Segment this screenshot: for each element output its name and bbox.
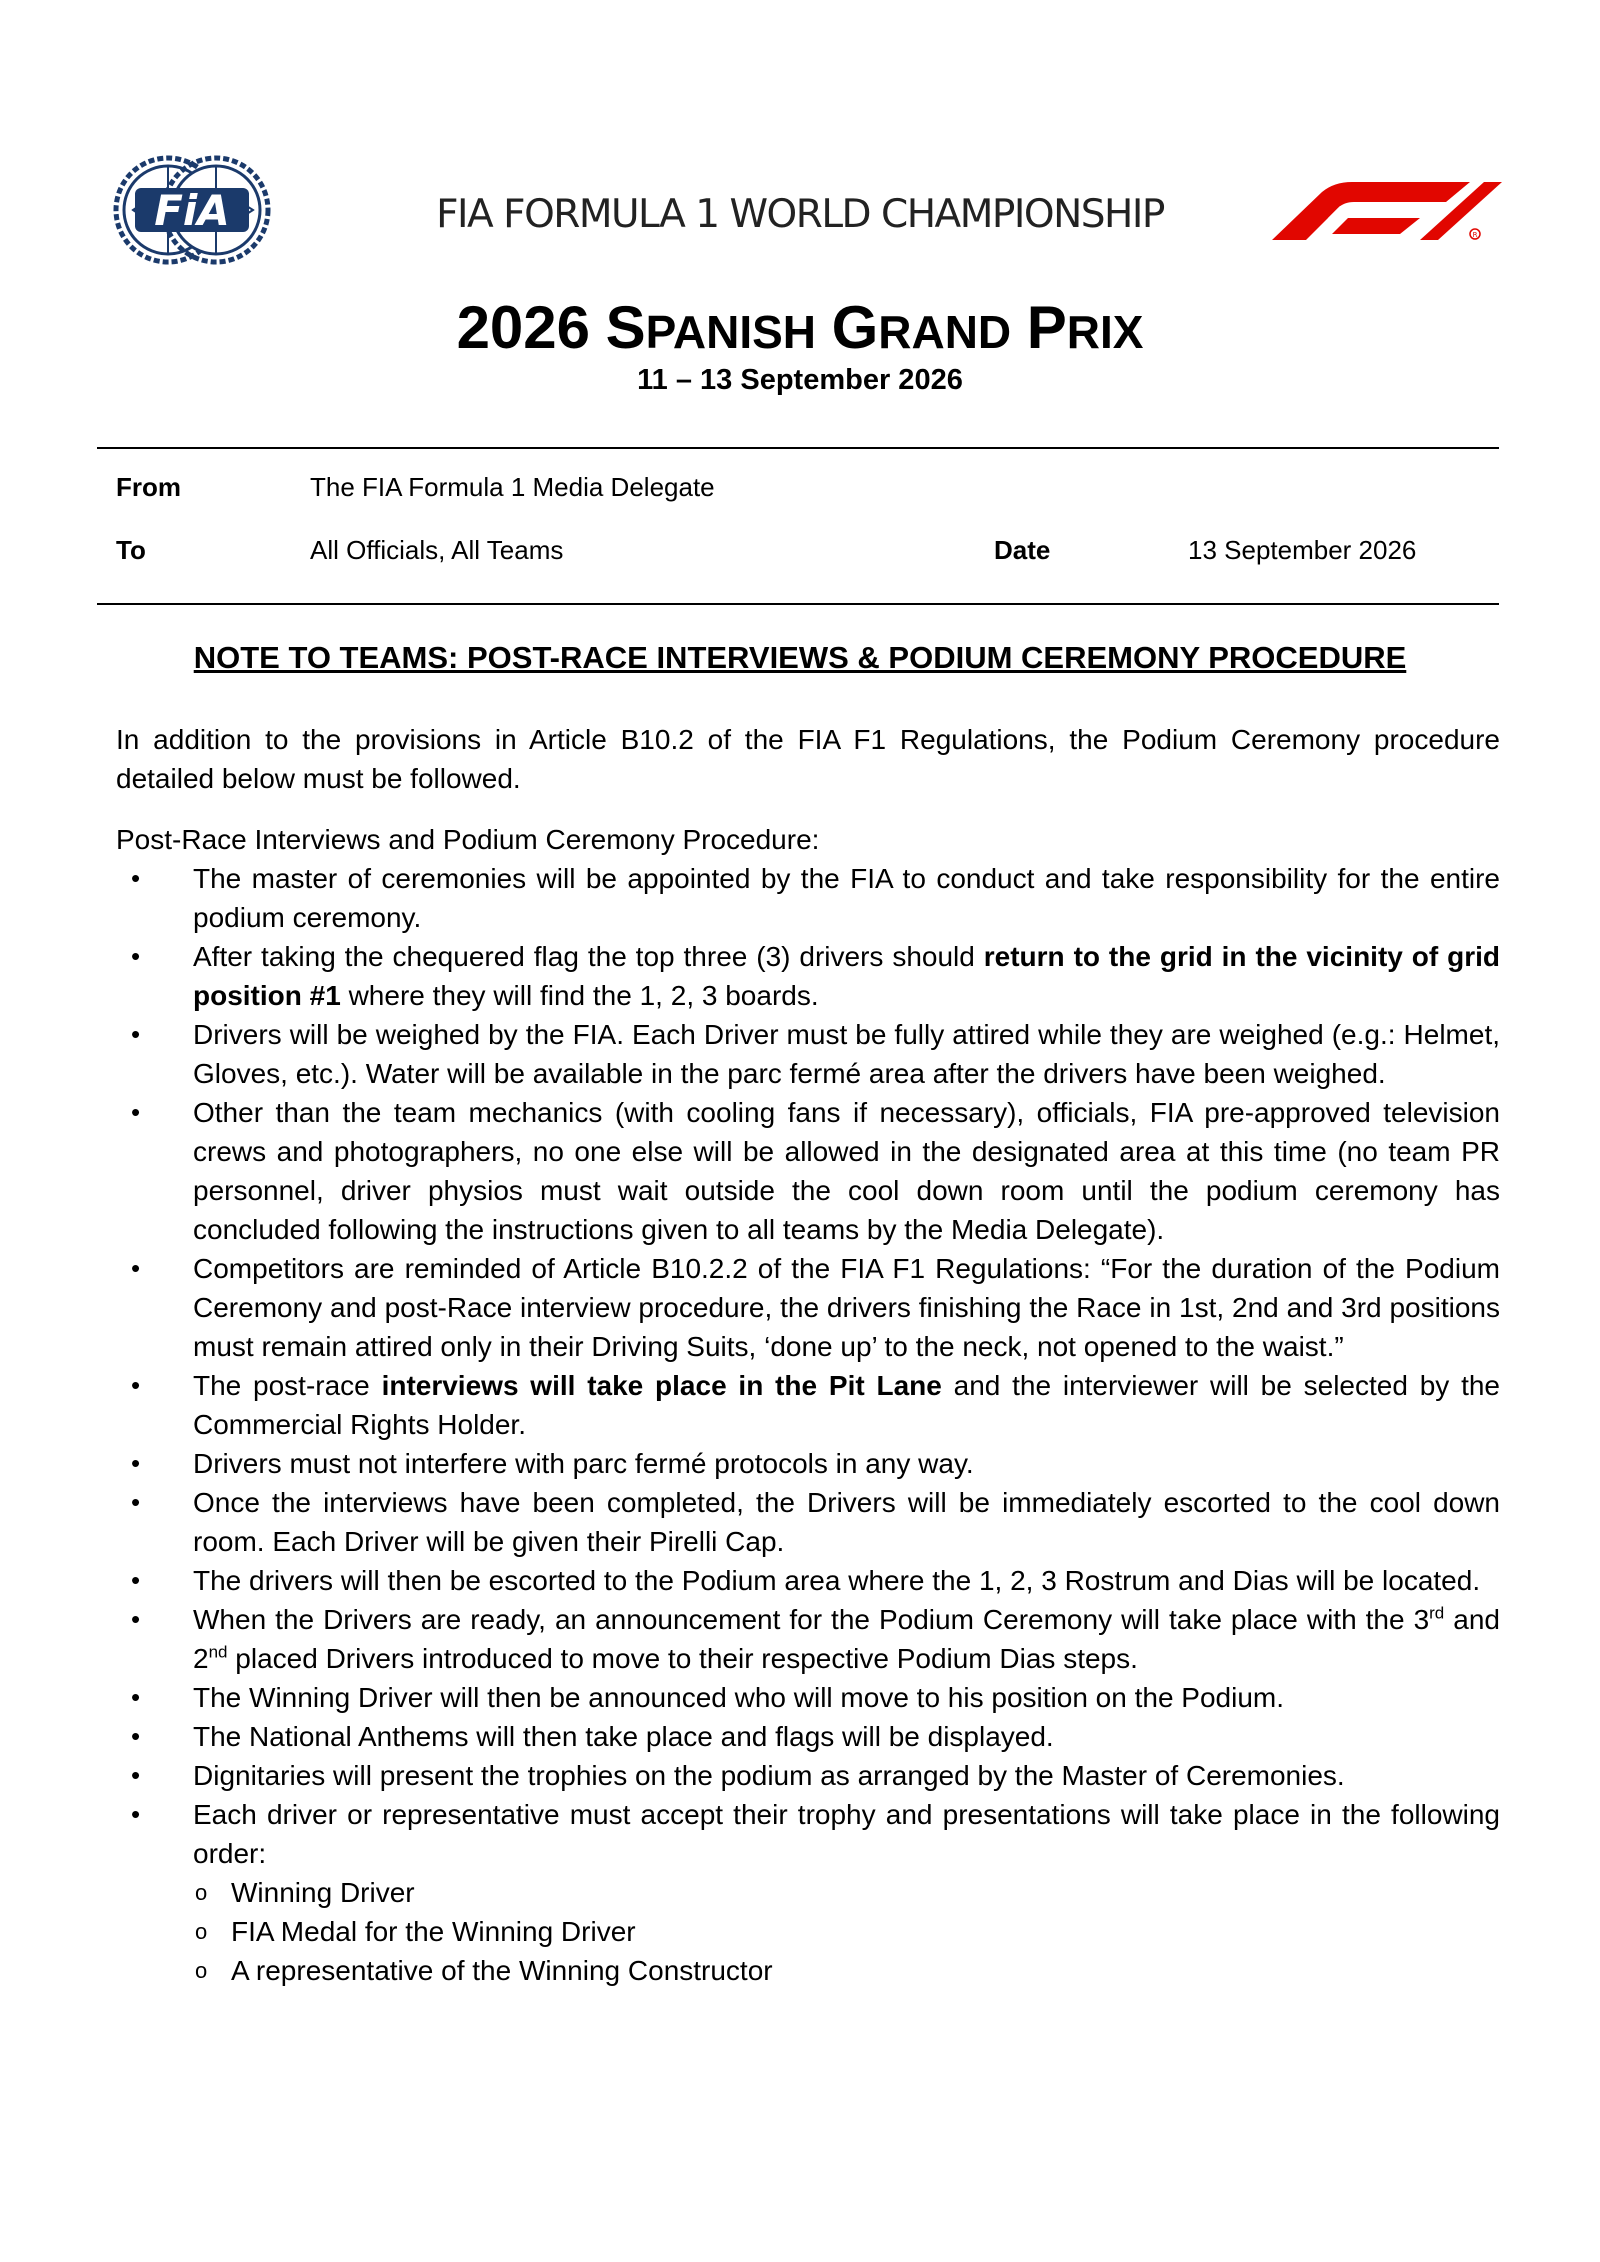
item-text: Each driver or representative must accept their trophy and presentations will take place in the following order: [193, 1799, 1500, 1869]
grand-prix-title [0, 296, 1600, 364]
list-item [116, 1795, 1500, 1990]
date-value: 13 September 2026 [1188, 535, 1417, 565]
list-item: • The drivers will then be escorted to the Podium area where the 1, 2, 3 Rostrum and Dias will be located. [116, 1561, 1500, 1600]
item-text: After taking the chequered flag the top three (3) drivers should [193, 941, 984, 972]
to-label: To [116, 535, 146, 565]
list-item: • Other than the team mechanics (with cooling fans if necessary), officials, FIA pre-approved television crews and photographers, no one else will be allowed in the designated area at this time (no team PR personnel, driver physios must wait outside the cool down room until the podium ceremony has concluded following the instructions given to all teams by the Media Delegate). [116, 1093, 1500, 1249]
header-divider-top [97, 447, 1499, 449]
list-item: • Once the interviews have been completed, the Drivers will be immediately escorted to the cool down room. Each Driver will be given their Pirelli Cap. [116, 1483, 1500, 1561]
ordinal-suffix: nd [208, 1642, 228, 1662]
item-text: and the interviewer will be selected by the Commercial Rights Holder. [193, 1370, 1500, 1440]
svg-text:R: R [1472, 231, 1478, 239]
from-label: From [116, 472, 181, 502]
championship-title: FIA FORMULA 1 WORLD CHAMPIONSHIP [436, 192, 1164, 237]
title-word1-rest: PANISH [645, 306, 817, 358]
from-value: The FIA Formula 1 Media Delegate [310, 472, 715, 502]
list-heading: Post-Race Interviews and Podium Ceremony Procedure: [116, 824, 820, 855]
title-word3-initial: P [1026, 294, 1067, 361]
sub-list-item: o A representative of the Winning Constructor [193, 1951, 1500, 1990]
header-divider-bottom [97, 603, 1499, 605]
list-item: • Competitors are reminded of Article B10.2.2 of the FIA F1 Regulations: “For the duration of the Podium Ceremony and post-Race interview procedure, the drivers finishing the Race in 1st, 2nd and 3rd positions must remain attired only in their Driving Suits, ‘done up’ to the neck, not opened to the waist.” [116, 1249, 1500, 1366]
list-item: • The Winning Driver will then be announced who will move to his position on the Podium. [116, 1678, 1500, 1717]
item-text: placed Drivers introduced to move to their respective Podium Dias steps. [227, 1643, 1138, 1674]
list-item [116, 1600, 1500, 1678]
ordinal-suffix: rd [1429, 1603, 1445, 1623]
to-value: All Officials, All Teams [310, 535, 564, 565]
f1-logo-icon [1270, 178, 1502, 244]
title-word2-initial: G [831, 294, 879, 361]
list-item: • The master of ceremonies will be appointed by the FIA to conduct and take responsibility for the entire podium ceremony. [116, 859, 1500, 937]
list-item: • Drivers will be weighed by the FIA. Each Driver must be fully attired while they are weighed (e.g.: Helmet, Gloves, etc.). Water will be available in the parc fermé area after the drivers have been weighed. [116, 1015, 1500, 1093]
note-title: NOTE TO TEAMS: POST-RACE INTERVIEWS & PODIUM CEREMONY PROCEDURE [193, 640, 1407, 675]
list-item: • Dignitaries will present the trophies on the podium as arranged by the Master of Ceremonies. [116, 1756, 1500, 1795]
title-word2-rest: RAND [878, 306, 1012, 358]
intro-paragraph: In addition to the provisions in Article B10.2 of the FIA F1 Regulations, the Podium Ceremony procedure detailed below must be followed. [116, 724, 1500, 794]
presentation-order-list [193, 1873, 1500, 1990]
item-text: The post-race [193, 1370, 382, 1401]
sub-list-item: o FIA Medal for the Winning Driver [193, 1912, 1500, 1951]
item-text: where they will find the 1, 2, 3 boards. [340, 980, 819, 1011]
list-item: • The National Anthems will then take place and flags will be displayed. [116, 1717, 1500, 1756]
item-bold-text: return to the grid in the vicinity of grid position #1 [193, 941, 1500, 1011]
document-body [116, 720, 1500, 1990]
item-text: and 2 [193, 1604, 1500, 1674]
title-word3-rest: RIX [1066, 306, 1144, 358]
procedure-list [116, 859, 1500, 1990]
date-label: Date [994, 535, 1051, 565]
list-item [116, 937, 1500, 1015]
event-dates: 11 – 13 September 2026 [637, 364, 963, 396]
svg-text:FiA: FiA [154, 186, 230, 235]
item-bold-text: interviews will take place in the Pit Lane [381, 1370, 942, 1401]
item-text: When the Drivers are ready, an announcement for the Podium Ceremony will take place with the 3 [193, 1604, 1430, 1635]
title-word1-initial: S [605, 294, 646, 361]
sub-list-item: o Winning Driver [193, 1873, 1500, 1912]
list-item [116, 1366, 1500, 1444]
title-year: 2026 [456, 294, 591, 361]
list-item: • Drivers must not interfere with parc fermé protocols in any way. [116, 1444, 1500, 1483]
